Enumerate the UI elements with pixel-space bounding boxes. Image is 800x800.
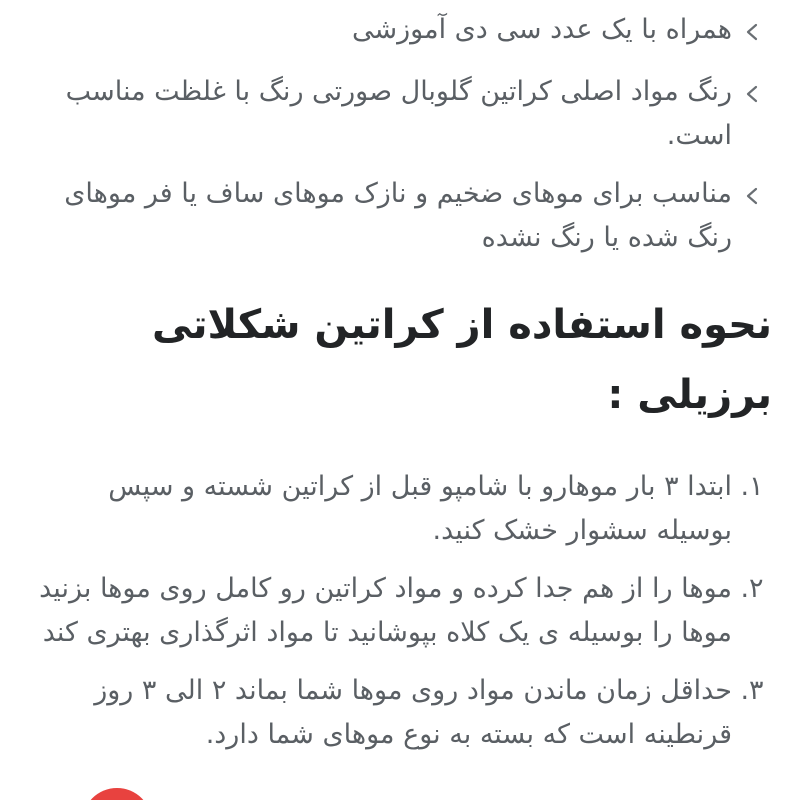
- section-heading: نحوه استفاده از کراتین شکلاتی برزیلی :: [152, 302, 772, 418]
- feature-list: [32, 8, 772, 274]
- step-text: حداقل زمان ماندن مواد روی موها شما بماند ۲ الی ۳ روز قرنطینه است که بسته به نوع موهای شما دارد.: [94, 675, 732, 750]
- feature-text: همراه با یک عدد سی دی آموزشی: [352, 14, 732, 45]
- chevron-left-icon: [732, 8, 772, 56]
- list-item: [32, 567, 772, 655]
- list-item: [32, 70, 772, 158]
- step-number: ۲.: [740, 573, 764, 604]
- step-number: ۱.: [740, 471, 764, 502]
- step-number: ۳.: [740, 675, 764, 706]
- step-text: موها را از هم جدا کرده و مواد کراتین رو کامل روی موها بزنید موها را بوسیله ی یک کلاه بپوشانید تا مواد اثرگذاری بهتری کند: [39, 573, 732, 648]
- list-item: [32, 8, 772, 56]
- feature-text: مناسب برای موهای ضخیم و نازک موهای ساف یا فر موهای رنگ شده یا رنگ نشده: [64, 178, 732, 253]
- chevron-left-icon: [732, 70, 772, 118]
- chevron-left-icon: [732, 172, 772, 220]
- steps-list: [32, 465, 772, 771]
- feature-text: رنگ مواد اصلی کراتین گلوبال صورتی رنگ با غلظت مناسب است.: [65, 76, 732, 151]
- list-item: [32, 172, 772, 260]
- list-item: [32, 465, 772, 553]
- floating-action-button[interactable]: [82, 788, 152, 800]
- list-item: [32, 669, 772, 757]
- step-text: ابتدا ۳ بار موهارو با شامپو قبل از کراتین شسته و سپس بوسیله سشوار خشک کنید.: [108, 471, 732, 546]
